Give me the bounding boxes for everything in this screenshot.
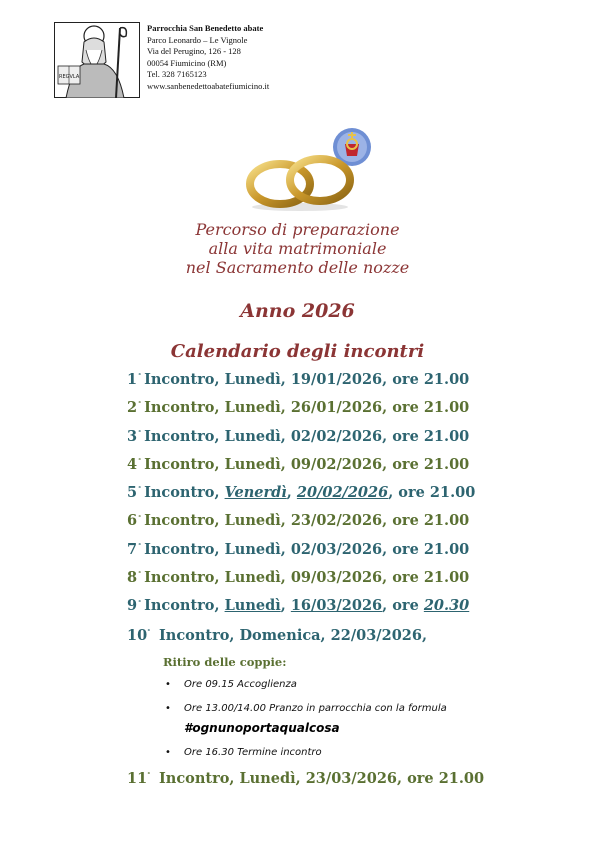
meeting-sep: , [286, 484, 297, 502]
saint-benedict-portrait [54, 22, 140, 98]
meeting-11 [127, 770, 484, 787]
course-title [0, 220, 595, 277]
meeting-sep: , [280, 427, 291, 445]
meeting-time: 21.00 [423, 569, 470, 587]
meeting-sep: , [280, 399, 291, 417]
meeting-11-text: Incontro, Lunedì, 23/03/2026, ore 21.00 [159, 770, 485, 787]
retreat-title: Ritiro delle coppie: [163, 655, 287, 669]
wedding-rings-icon [240, 150, 360, 212]
meeting-degree: ° [138, 373, 142, 381]
meeting-sep: , [280, 455, 291, 473]
meeting-number: 7 [127, 540, 138, 558]
parish-street: Via del Perugino, 126 - 128 [147, 46, 241, 57]
meeting-time: 21.00 [423, 399, 470, 417]
parish-phone: Tel. 328 7165123 [147, 69, 207, 80]
meeting-day: Lunedì [224, 455, 281, 473]
meeting-sep: , [280, 540, 291, 558]
meeting-label: Incontro, [144, 597, 225, 615]
meeting-label: Incontro, [144, 569, 225, 587]
parish-area: Parco Leonardo – Le Vignole [147, 34, 248, 45]
meeting-sep: , [280, 512, 291, 530]
meeting-date: 20/02/2026 [296, 484, 389, 502]
meeting-number: 8 [127, 569, 138, 587]
meeting-tail: , ore [388, 484, 430, 502]
meeting-day: Lunedì [224, 540, 281, 558]
meeting-item [127, 456, 547, 484]
meeting-item [127, 371, 547, 399]
meeting-time: 21.00 [423, 371, 470, 388]
meeting-day: Lunedì [224, 371, 281, 388]
meeting-degree: ° [138, 542, 142, 550]
meeting-degree: ° [138, 486, 142, 494]
bullet-dot: • [165, 703, 171, 714]
meeting-degree: ° [138, 458, 142, 466]
retreat-schedule [163, 678, 543, 770]
schedule-item-text: Ore 16.30 Termine incontro [184, 747, 322, 758]
parish-city: 00054 Fiumicino (RM) [147, 57, 227, 68]
meeting-sep: , [280, 371, 291, 388]
meeting-number: 4 [127, 455, 138, 473]
bullet-dot: • [165, 679, 171, 690]
meeting-item [127, 484, 547, 512]
meeting-time: 21.00 [429, 484, 476, 502]
meeting-label: Incontro, [144, 540, 225, 558]
meeting-item [127, 597, 547, 625]
schedule-item [163, 746, 543, 759]
schedule-item [163, 678, 543, 691]
meeting-degree: ° [147, 629, 151, 637]
meeting-item [127, 569, 547, 597]
meeting-time: 21.00 [423, 427, 470, 445]
svg-text:REGVLA: REGVLA [59, 74, 80, 80]
meeting-label: Incontro, [144, 427, 225, 445]
meeting-date: 02/02/2026 [290, 427, 383, 445]
meeting-degree: ° [138, 429, 142, 437]
meeting-label: Incontro, [144, 371, 225, 388]
meeting-sep: , [280, 597, 291, 615]
meeting-date: 09/02/2026 [290, 455, 383, 473]
meeting-number: 2 [127, 399, 138, 417]
meetings-list [127, 371, 547, 626]
meeting-degree: ° [138, 401, 142, 409]
meeting-time: 20.30 [423, 597, 470, 615]
course-title-line1: Percorso di preparazione [195, 220, 400, 239]
meeting-tail: , ore [382, 512, 424, 530]
course-title-line2: alla vita matrimoniale [208, 239, 387, 258]
meeting-day: Lunedì [224, 569, 281, 587]
meeting-number: 5 [127, 484, 138, 502]
meeting-label: Incontro, [144, 399, 225, 417]
course-title-line3: nel Sacramento delle nozze [185, 258, 410, 277]
meeting-11-number-wrap [127, 770, 159, 787]
meeting-tail: , ore [382, 569, 424, 587]
meeting-sep: , [280, 569, 291, 587]
parish-info [147, 23, 269, 93]
meeting-label: Incontro, [144, 484, 225, 502]
meeting-tail: , ore [382, 371, 424, 388]
parish-header [54, 20, 554, 100]
meeting-tail: , ore [382, 540, 424, 558]
meeting-date: 02/03/2026 [290, 540, 383, 558]
parish-website: www.sanbenedettoabatefiumicino.it [147, 80, 270, 91]
meeting-10 [127, 627, 427, 644]
meeting-day: Lunedì [224, 512, 281, 530]
meeting-item [127, 399, 547, 427]
meeting-date: 23/02/2026 [290, 512, 383, 530]
meeting-degree: ° [138, 514, 142, 522]
meeting-number: 3 [127, 427, 138, 445]
meeting-degree: ° [138, 571, 142, 579]
calendar-heading: Calendario degli incontri [170, 341, 425, 362]
meeting-number: 10 [127, 627, 148, 644]
meeting-time: 21.00 [423, 540, 470, 558]
year-heading: Anno 2026 [240, 300, 355, 322]
schedule-item-text: Ore 09.15 Accoglienza [184, 679, 297, 690]
bullet-dot: • [165, 747, 171, 758]
meeting-tail: , ore [382, 427, 424, 445]
meeting-degree: ° [138, 599, 142, 607]
schedule-item [163, 702, 543, 735]
meeting-day: Lunedì [224, 427, 281, 445]
meeting-tail: , ore [382, 399, 424, 417]
meeting-day: Venerdì [224, 484, 287, 502]
meeting-number: 9 [127, 597, 138, 615]
meeting-degree: ° [147, 772, 151, 780]
meeting-number: 6 [127, 512, 138, 530]
hashtag: #ognunoportaqualcosa [184, 721, 340, 735]
meeting-tail: , ore [382, 455, 424, 473]
meeting-item [127, 541, 547, 569]
meeting-10-text: Incontro, Domenica, 22/03/2026, [159, 627, 428, 644]
meeting-day: Lunedì [224, 597, 281, 615]
meeting-10-number-wrap [127, 627, 159, 644]
meeting-time: 21.00 [423, 455, 470, 473]
meeting-time: 21.00 [423, 512, 470, 530]
meeting-day: Lunedì [224, 399, 281, 417]
meeting-item [127, 428, 547, 456]
meeting-date: 09/03/2026 [290, 569, 383, 587]
parish-name: Parrocchia San Benedetto abate [147, 23, 264, 33]
meeting-item [127, 512, 547, 540]
meeting-label: Incontro, [144, 455, 225, 473]
meeting-number: 1 [127, 371, 138, 388]
meeting-tail: , ore [382, 597, 424, 615]
schedule-item-text: Ore 13.00/14.00 Pranzo in parrocchia con la formula [184, 703, 447, 714]
meeting-date: 26/01/2026 [290, 399, 383, 417]
meeting-date: 16/03/2026 [290, 597, 383, 615]
meeting-date: 19/01/2026 [290, 371, 383, 388]
meeting-label: Incontro, [144, 512, 225, 530]
meeting-number: 11 [127, 770, 148, 787]
